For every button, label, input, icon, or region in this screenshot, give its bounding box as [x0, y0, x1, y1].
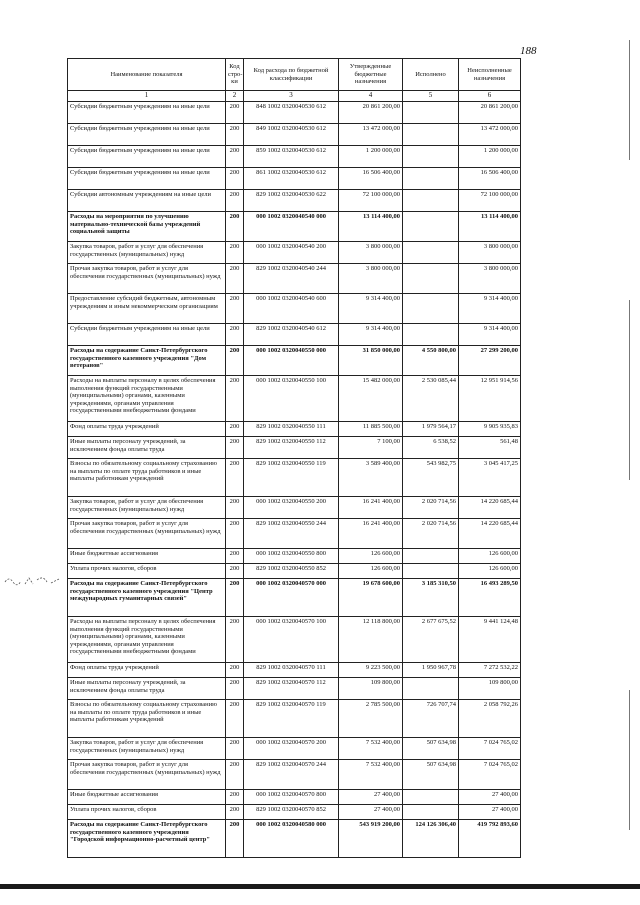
row-code: 200 — [226, 264, 244, 294]
row-code: 200 — [226, 738, 244, 760]
row-kbk: 000 1002 0320040550 200 — [244, 497, 339, 519]
row-kbk: 000 1002 0320040570 100 — [244, 617, 339, 663]
row-executed: 507 634,98 — [403, 738, 459, 760]
row-code: 200 — [226, 324, 244, 346]
row-approved: 11 885 500,00 — [339, 422, 403, 437]
table-row — [68, 700, 521, 738]
row-name: Уплата прочих налогов, сборов — [68, 564, 226, 579]
row-unexecuted: 1 200 000,00 — [459, 146, 521, 168]
row-name: Закупка товаров, работ и услуг для обеспечения государственных (муниципальных) нужд — [68, 242, 226, 264]
row-name: Расходы на содержание Санкт-Петербургского государственного казенного учреждения "Дом ветеранов" — [68, 346, 226, 376]
table-header — [68, 59, 521, 102]
row-kbk: 829 1002 0320040550 119 — [244, 459, 339, 497]
row-name: Взносы по обязательному социальному страхованию на выплаты по оплате труда работников и иные выплаты работникам учреждений — [68, 459, 226, 497]
row-approved: 9 314 400,00 — [339, 324, 403, 346]
table-row — [68, 437, 521, 459]
header-code: Код стро-ки — [226, 59, 244, 91]
table-row — [68, 497, 521, 519]
row-kbk: 829 1002 0320040570 852 — [244, 805, 339, 820]
row-unexecuted: 27 400,00 — [459, 805, 521, 820]
row-kbk: 829 1002 0320040550 852 — [244, 564, 339, 579]
row-code: 200 — [226, 168, 244, 190]
row-name: Закупка товаров, работ и услуг для обеспечения государственных (муниципальных) нужд — [68, 497, 226, 519]
row-name: Расходы на содержание Санкт-Петербургского государственного казенного учреждения "Городской информационно-расчетный центр" — [68, 820, 226, 858]
row-code: 200 — [226, 700, 244, 738]
table-row — [68, 346, 521, 376]
row-kbk: 000 1002 0320040550 800 — [244, 549, 339, 564]
row-approved: 31 850 000,00 — [339, 346, 403, 376]
row-executed: 2 530 085,44 — [403, 376, 459, 422]
row-name: Иные выплаты персоналу учреждений, за исключением фонда оплаты труда — [68, 678, 226, 700]
row-executed — [403, 146, 459, 168]
table-row — [68, 376, 521, 422]
row-approved: 3 800 000,00 — [339, 264, 403, 294]
row-executed: 2 020 714,56 — [403, 519, 459, 549]
row-kbk: 829 1002 0320040570 112 — [244, 678, 339, 700]
scan-edge-mark — [629, 40, 630, 160]
row-code: 200 — [226, 497, 244, 519]
row-kbk: 000 1002 0320040550 000 — [244, 346, 339, 376]
row-name: Расходы на мероприятия по улучшению материально-технической базы учреждений социальной защиты — [68, 212, 226, 242]
row-name: Иные бюджетные ассигнования — [68, 790, 226, 805]
row-kbk: 000 1002 0320040540 000 — [244, 212, 339, 242]
row-approved: 9 223 500,00 — [339, 663, 403, 678]
row-approved: 9 314 400,00 — [339, 294, 403, 324]
row-name: Субсидии бюджетным учреждениям на иные цели — [68, 168, 226, 190]
row-approved: 109 800,00 — [339, 678, 403, 700]
row-unexecuted: 16 506 400,00 — [459, 168, 521, 190]
row-unexecuted: 7 272 532,22 — [459, 663, 521, 678]
row-code: 200 — [226, 820, 244, 858]
row-code: 200 — [226, 146, 244, 168]
row-kbk: 829 1002 0320040540 244 — [244, 264, 339, 294]
table-row — [68, 264, 521, 294]
row-executed — [403, 124, 459, 146]
row-executed — [403, 790, 459, 805]
row-executed — [403, 564, 459, 579]
row-code: 200 — [226, 564, 244, 579]
header-executed: Исполнено — [403, 59, 459, 91]
table-row — [68, 294, 521, 324]
table-row — [68, 820, 521, 858]
row-name: Закупка товаров, работ и услуг для обеспечения государственных (муниципальных) нужд — [68, 738, 226, 760]
row-unexecuted: 3 800 000,00 — [459, 264, 521, 294]
row-kbk: 848 1002 0320040530 612 — [244, 102, 339, 124]
row-executed — [403, 168, 459, 190]
row-executed — [403, 678, 459, 700]
row-unexecuted: 126 600,00 — [459, 549, 521, 564]
row-unexecuted: 3 045 417,25 — [459, 459, 521, 497]
row-name: Фонд оплаты труда учреждений — [68, 422, 226, 437]
column-number-row — [68, 91, 521, 102]
row-executed: 543 982,75 — [403, 459, 459, 497]
row-name: Субсидии бюджетным учреждениям на иные цели — [68, 102, 226, 124]
row-kbk: 000 1002 0320040550 100 — [244, 376, 339, 422]
row-code: 200 — [226, 663, 244, 678]
row-code: 200 — [226, 124, 244, 146]
row-executed — [403, 242, 459, 264]
scan-bottom-band — [0, 884, 640, 889]
header-unexecuted: Неисполненные назначения — [459, 59, 521, 91]
row-code: 200 — [226, 617, 244, 663]
row-executed — [403, 549, 459, 564]
row-name: Субсидии бюджетным учреждениям на иные цели — [68, 124, 226, 146]
row-kbk: 829 1002 0320040570 111 — [244, 663, 339, 678]
row-executed: 1 950 967,78 — [403, 663, 459, 678]
row-unexecuted: 7 024 765,02 — [459, 760, 521, 790]
table-row — [68, 579, 521, 617]
row-name: Иные бюджетные ассигнования — [68, 549, 226, 564]
row-executed: 1 979 564,17 — [403, 422, 459, 437]
table-row — [68, 212, 521, 242]
table-row — [68, 146, 521, 168]
column-number: 5 — [403, 91, 459, 102]
row-unexecuted: 9 314 400,00 — [459, 324, 521, 346]
table-row — [68, 190, 521, 212]
margin-scribble — [3, 572, 61, 590]
row-kbk: 000 1002 0320040570 200 — [244, 738, 339, 760]
row-unexecuted: 14 220 685,44 — [459, 519, 521, 549]
row-unexecuted: 561,48 — [459, 437, 521, 459]
row-kbk: 861 1002 0320040530 612 — [244, 168, 339, 190]
row-executed: 507 634,98 — [403, 760, 459, 790]
row-unexecuted: 3 800 000,00 — [459, 242, 521, 264]
row-approved: 1 200 000,00 — [339, 146, 403, 168]
row-approved: 3 589 400,00 — [339, 459, 403, 497]
row-approved: 16 241 400,00 — [339, 497, 403, 519]
table-row — [68, 124, 521, 146]
row-kbk: 829 1002 0320040550 244 — [244, 519, 339, 549]
page-number: 188 — [520, 45, 537, 57]
table-row — [68, 168, 521, 190]
row-executed — [403, 324, 459, 346]
row-executed — [403, 294, 459, 324]
row-name: Предоставление субсидий бюджетным, автономным учреждениям и иным некоммерческим организациям — [68, 294, 226, 324]
row-name: Субсидии бюджетным учреждениям на иные цели — [68, 146, 226, 168]
row-unexecuted: 27 400,00 — [459, 790, 521, 805]
row-executed — [403, 190, 459, 212]
table-row — [68, 242, 521, 264]
column-number: 2 — [226, 91, 244, 102]
row-unexecuted: 7 024 765,02 — [459, 738, 521, 760]
row-executed: 4 550 800,00 — [403, 346, 459, 376]
column-number: 3 — [244, 91, 339, 102]
row-approved: 16 241 400,00 — [339, 519, 403, 549]
row-approved: 27 400,00 — [339, 790, 403, 805]
row-executed: 3 185 310,50 — [403, 579, 459, 617]
row-approved: 543 919 200,00 — [339, 820, 403, 858]
row-approved: 2 785 500,00 — [339, 700, 403, 738]
row-unexecuted: 20 861 200,00 — [459, 102, 521, 124]
header-name: Наименование показателя — [68, 59, 226, 91]
row-code: 200 — [226, 459, 244, 497]
row-approved: 126 600,00 — [339, 564, 403, 579]
row-code: 200 — [226, 519, 244, 549]
row-code: 200 — [226, 190, 244, 212]
row-unexecuted: 27 299 200,00 — [459, 346, 521, 376]
row-name: Фонд оплаты труда учреждений — [68, 663, 226, 678]
table-row — [68, 805, 521, 820]
table-row — [68, 617, 521, 663]
row-kbk: 829 1002 0320040550 112 — [244, 437, 339, 459]
row-approved: 7 532 400,00 — [339, 760, 403, 790]
table-row — [68, 678, 521, 700]
row-approved: 7 100,00 — [339, 437, 403, 459]
row-unexecuted: 9 441 124,48 — [459, 617, 521, 663]
column-number: 1 — [68, 91, 226, 102]
row-executed: 2 677 675,52 — [403, 617, 459, 663]
header-approved: Утвержденные бюджетные назначения — [339, 59, 403, 91]
row-executed: 726 707,74 — [403, 700, 459, 738]
row-executed — [403, 805, 459, 820]
row-code: 200 — [226, 805, 244, 820]
row-code: 200 — [226, 579, 244, 617]
row-approved: 16 506 400,00 — [339, 168, 403, 190]
column-number: 6 — [459, 91, 521, 102]
row-approved: 13 472 000,00 — [339, 124, 403, 146]
row-unexecuted: 14 220 685,44 — [459, 497, 521, 519]
table-row — [68, 738, 521, 760]
table-row — [68, 760, 521, 790]
table-row — [68, 564, 521, 579]
row-code: 200 — [226, 376, 244, 422]
row-executed: 6 538,52 — [403, 437, 459, 459]
row-kbk: 849 1002 0320040530 612 — [244, 124, 339, 146]
table-row — [68, 549, 521, 564]
row-name: Расходы на выплаты персоналу в целях обеспечения выполнения функций государственными (муниципальными) органами, казенными учреждениями, органами управления государственными внебюджетными фондами — [68, 617, 226, 663]
table-body — [68, 102, 521, 858]
row-unexecuted: 126 600,00 — [459, 564, 521, 579]
row-unexecuted: 109 800,00 — [459, 678, 521, 700]
row-code: 200 — [226, 102, 244, 124]
row-name: Взносы по обязательному социальному страхованию на выплаты по оплате труда работников и иные выплаты работникам учреждений — [68, 700, 226, 738]
row-kbk: 829 1002 0320040550 111 — [244, 422, 339, 437]
row-unexecuted: 16 493 289,50 — [459, 579, 521, 617]
column-number: 4 — [339, 91, 403, 102]
row-approved: 7 532 400,00 — [339, 738, 403, 760]
row-code: 200 — [226, 422, 244, 437]
row-name: Иные выплаты персоналу учреждений, за исключением фонда оплаты труда — [68, 437, 226, 459]
row-kbk: 829 1002 0320040570 119 — [244, 700, 339, 738]
table-row — [68, 324, 521, 346]
row-code: 200 — [226, 760, 244, 790]
row-unexecuted: 9 314 400,00 — [459, 294, 521, 324]
row-name: Расходы на выплаты персоналу в целях обеспечения выполнения функций государственными (муниципальными) органами, казенными учреждениями, органами управления государственными внебюджетными фондами — [68, 376, 226, 422]
row-approved: 27 400,00 — [339, 805, 403, 820]
row-executed — [403, 212, 459, 242]
row-code: 200 — [226, 242, 244, 264]
row-unexecuted: 9 905 935,83 — [459, 422, 521, 437]
row-kbk: 829 1002 0320040570 244 — [244, 760, 339, 790]
row-approved: 15 482 000,00 — [339, 376, 403, 422]
table-row — [68, 459, 521, 497]
row-approved: 3 800 000,00 — [339, 242, 403, 264]
row-executed: 124 126 306,40 — [403, 820, 459, 858]
budget-execution-table — [67, 58, 521, 858]
row-code: 200 — [226, 212, 244, 242]
header-kbk: Код расхода по бюджетной классификации — [244, 59, 339, 91]
row-unexecuted: 72 100 000,00 — [459, 190, 521, 212]
row-unexecuted: 2 058 792,26 — [459, 700, 521, 738]
row-kbk: 829 1002 0320040530 622 — [244, 190, 339, 212]
row-unexecuted: 12 951 914,56 — [459, 376, 521, 422]
table-row — [68, 102, 521, 124]
row-name: Расходы на содержание Санкт-Петербургского государственного казенного учреждения "Центр международных гуманитарных связей" — [68, 579, 226, 617]
table-row — [68, 663, 521, 678]
row-kbk: 000 1002 0320040540 200 — [244, 242, 339, 264]
table-row — [68, 790, 521, 805]
row-kbk: 000 1002 0320040570 800 — [244, 790, 339, 805]
row-approved: 13 114 400,00 — [339, 212, 403, 242]
row-kbk: 859 1002 0320040530 612 — [244, 146, 339, 168]
table-row — [68, 422, 521, 437]
row-code: 200 — [226, 294, 244, 324]
scan-edge-mark — [629, 300, 630, 480]
row-kbk: 000 1002 0320040580 000 — [244, 820, 339, 858]
row-approved: 126 600,00 — [339, 549, 403, 564]
row-name: Прочая закупка товаров, работ и услуг для обеспечения государственных (муниципальных) нужд — [68, 264, 226, 294]
row-kbk: 000 1002 0320040540 600 — [244, 294, 339, 324]
row-name: Уплата прочих налогов, сборов — [68, 805, 226, 820]
row-name: Прочая закупка товаров, работ и услуг для обеспечения государственных (муниципальных) нужд — [68, 760, 226, 790]
row-unexecuted: 13 114 400,00 — [459, 212, 521, 242]
row-code: 200 — [226, 678, 244, 700]
row-code: 200 — [226, 549, 244, 564]
row-code: 200 — [226, 346, 244, 376]
row-executed — [403, 102, 459, 124]
row-name: Прочая закупка товаров, работ и услуг для обеспечения государственных (муниципальных) нужд — [68, 519, 226, 549]
row-approved: 12 118 800,00 — [339, 617, 403, 663]
row-code: 200 — [226, 437, 244, 459]
row-unexecuted: 419 792 893,60 — [459, 820, 521, 858]
row-kbk: 000 1002 0320040570 000 — [244, 579, 339, 617]
row-approved: 72 100 000,00 — [339, 190, 403, 212]
row-approved: 20 861 200,00 — [339, 102, 403, 124]
row-kbk: 829 1002 0320040540 612 — [244, 324, 339, 346]
row-approved: 19 678 600,00 — [339, 579, 403, 617]
row-executed: 2 020 714,56 — [403, 497, 459, 519]
row-name: Субсидии автономным учреждениям на иные цели — [68, 190, 226, 212]
table-row — [68, 519, 521, 549]
row-executed — [403, 264, 459, 294]
row-code: 200 — [226, 790, 244, 805]
scan-edge-mark — [629, 690, 630, 830]
row-name: Субсидии бюджетным учреждениям на иные цели — [68, 324, 226, 346]
row-unexecuted: 13 472 000,00 — [459, 124, 521, 146]
